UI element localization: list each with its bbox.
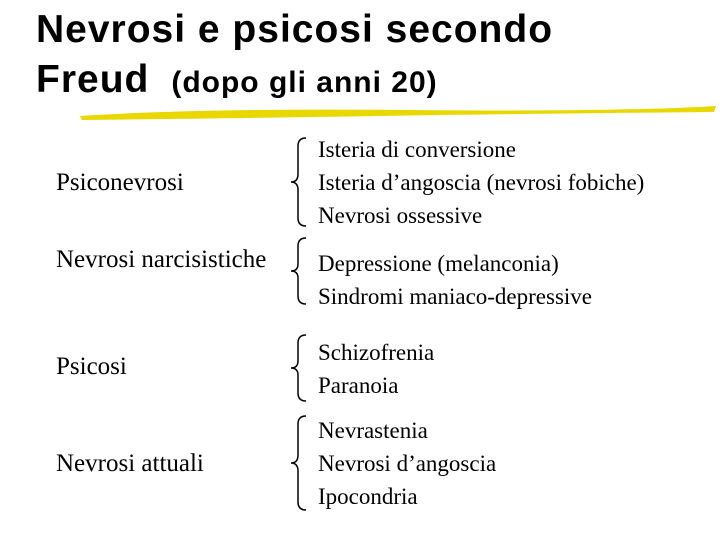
brace-icon (288, 236, 312, 306)
item: Nevrosi d’angoscia (318, 451, 497, 476)
group-nevrosi-narcisistiche-items (318, 247, 592, 313)
underline-stroke (80, 106, 716, 120)
category-psiconevrosi: Psiconevrosi (56, 169, 184, 196)
brace-icon (288, 136, 312, 228)
item: Sindromi maniaco-depressive (318, 284, 593, 309)
title-freud: Freud (36, 58, 150, 101)
slide-title-line-1: Nevrosi e psicosi secondo (36, 8, 554, 51)
slide-title-line-2 (36, 58, 438, 102)
item: Nevrosi ossessive (318, 203, 483, 228)
group-psiconevrosi-items (318, 133, 644, 232)
brace-icon (288, 333, 312, 403)
item: Isteria di conversione (318, 137, 516, 162)
item: Isteria d’angoscia (nevrosi fobiche) (318, 170, 645, 195)
category-nevrosi-narcisistiche: Nevrosi narcisistiche (56, 246, 267, 273)
item: Nevrastenia (318, 418, 428, 443)
title-subtitle: (dopo gli anni 20) (171, 66, 438, 99)
item: Schizofrenia (318, 340, 435, 365)
category-psicosi: Psicosi (56, 353, 127, 380)
brace-icon (288, 414, 312, 512)
item: Depressione (melanconia) (318, 251, 559, 276)
title-underline (78, 102, 718, 122)
group-psicosi-items (318, 336, 434, 402)
group-nevrosi-attuali-items (318, 414, 496, 513)
item: Paranoia (318, 373, 399, 398)
item: Ipocondria (318, 484, 418, 509)
category-nevrosi-attuali: Nevrosi attuali (56, 450, 204, 477)
